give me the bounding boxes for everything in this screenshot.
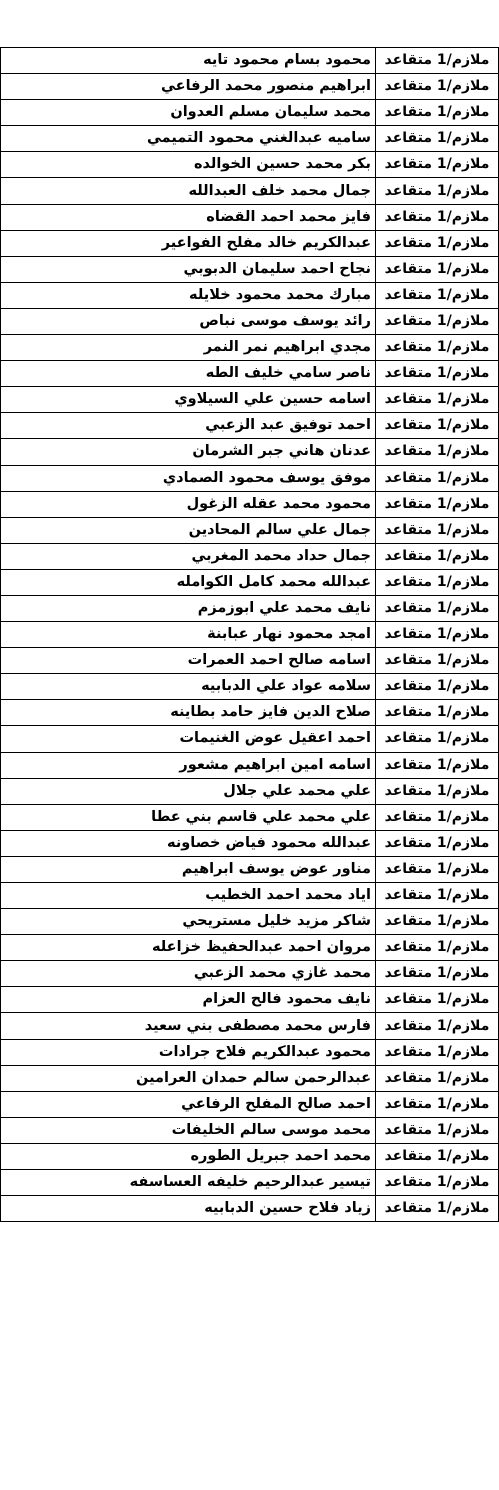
name-cell: عبدالرحمن سالم حمدان العرامين <box>1 1065 376 1091</box>
name-cell: مروان احمد عبدالحفيظ خزاعله <box>1 935 376 961</box>
name-cell: عبدالله محمود فياض خصاونه <box>1 830 376 856</box>
table-row <box>1 178 499 204</box>
name-cell: نايف محمود فالح العزام <box>1 987 376 1013</box>
table-row <box>1 883 499 909</box>
rank-cell: ملازم/1 متقاعد <box>376 439 499 465</box>
table-row <box>1 204 499 230</box>
table-row <box>1 48 499 74</box>
rank-cell: ملازم/1 متقاعد <box>376 413 499 439</box>
table-row <box>1 256 499 282</box>
table-row <box>1 152 499 178</box>
name-cell: صلاح الدين فايز حامد بطاينه <box>1 700 376 726</box>
rank-cell: ملازم/1 متقاعد <box>376 700 499 726</box>
rank-cell: ملازم/1 متقاعد <box>376 1091 499 1117</box>
rank-cell: ملازم/1 متقاعد <box>376 856 499 882</box>
name-cell: محمود عبدالكريم فلاح جرادات <box>1 1039 376 1065</box>
rank-cell: ملازم/1 متقاعد <box>376 491 499 517</box>
table-row <box>1 1091 499 1117</box>
table-row <box>1 935 499 961</box>
table-row <box>1 726 499 752</box>
table-row <box>1 648 499 674</box>
name-cell: محمود محمد عقله الزغول <box>1 491 376 517</box>
rank-cell: ملازم/1 متقاعد <box>376 909 499 935</box>
name-cell: تيسير عبدالرحيم خليفه العساسفه <box>1 1170 376 1196</box>
rank-cell: ملازم/1 متقاعد <box>376 830 499 856</box>
table-row <box>1 961 499 987</box>
name-cell: نجاح احمد سليمان الدبوبي <box>1 256 376 282</box>
table-row <box>1 752 499 778</box>
table-row <box>1 1143 499 1169</box>
name-cell: ساميه عبدالغني محمود التميمي <box>1 126 376 152</box>
rank-cell: ملازم/1 متقاعد <box>376 648 499 674</box>
table-row <box>1 439 499 465</box>
rank-cell: ملازم/1 متقاعد <box>376 726 499 752</box>
name-cell: محمد احمد جبريل الطوره <box>1 1143 376 1169</box>
table-row <box>1 909 499 935</box>
rank-cell: ملازم/1 متقاعد <box>376 152 499 178</box>
roster-sheet <box>0 47 499 1222</box>
name-cell: سلامه عواد علي الدبابيه <box>1 674 376 700</box>
name-cell: ابراهيم منصور محمد الرفاعي <box>1 74 376 100</box>
name-cell: مبارك محمد محمود خلايله <box>1 282 376 308</box>
table-row <box>1 622 499 648</box>
name-cell: عبدالله محمد كامل الكوامله <box>1 569 376 595</box>
name-cell: مناور عوض يوسف ابراهيم <box>1 856 376 882</box>
rank-cell: ملازم/1 متقاعد <box>376 778 499 804</box>
name-cell: ناصر سامي خليف الطه <box>1 361 376 387</box>
retirees-table-body <box>1 48 499 1222</box>
table-row <box>1 335 499 361</box>
rank-cell: ملازم/1 متقاعد <box>376 335 499 361</box>
name-cell: اسامه امين ابراهيم مشعور <box>1 752 376 778</box>
name-cell: بكر محمد حسين الخوالده <box>1 152 376 178</box>
rank-cell: ملازم/1 متقاعد <box>376 282 499 308</box>
name-cell: عبدالكريم خالد مفلح الفواعير <box>1 230 376 256</box>
rank-cell: ملازم/1 متقاعد <box>376 178 499 204</box>
table-row <box>1 674 499 700</box>
rank-cell: ملازم/1 متقاعد <box>376 74 499 100</box>
rank-cell: ملازم/1 متقاعد <box>376 465 499 491</box>
rank-cell: ملازم/1 متقاعد <box>376 256 499 282</box>
rank-cell: ملازم/1 متقاعد <box>376 804 499 830</box>
table-row <box>1 1039 499 1065</box>
table-row <box>1 1065 499 1091</box>
table-row <box>1 282 499 308</box>
name-cell: احمد توفيق عبد الزعبي <box>1 413 376 439</box>
rank-cell: ملازم/1 متقاعد <box>376 961 499 987</box>
retirees-table <box>0 47 499 1222</box>
table-row <box>1 856 499 882</box>
name-cell: امجد محمود نهار عبابنة <box>1 622 376 648</box>
name-cell: جمال حداد محمد المغربي <box>1 543 376 569</box>
rank-cell: ملازم/1 متقاعد <box>376 569 499 595</box>
name-cell: عدنان هاني جبر الشرمان <box>1 439 376 465</box>
name-cell: علي محمد علي جلال <box>1 778 376 804</box>
rank-cell: ملازم/1 متقاعد <box>376 752 499 778</box>
table-row <box>1 1013 499 1039</box>
name-cell: شاكر مزيد خليل مستريحي <box>1 909 376 935</box>
name-cell: جمال علي سالم المحادين <box>1 517 376 543</box>
rank-cell: ملازم/1 متقاعد <box>376 517 499 543</box>
name-cell: اياد محمد احمد الخطيب <box>1 883 376 909</box>
rank-cell: ملازم/1 متقاعد <box>376 1065 499 1091</box>
table-row <box>1 517 499 543</box>
name-cell: محمد موسى سالم الخليفات <box>1 1117 376 1143</box>
rank-cell: ملازم/1 متقاعد <box>376 622 499 648</box>
table-row <box>1 230 499 256</box>
rank-cell: ملازم/1 متقاعد <box>376 1013 499 1039</box>
table-row <box>1 100 499 126</box>
rank-cell: ملازم/1 متقاعد <box>376 100 499 126</box>
name-cell: نايف محمد علي ابوزمزم <box>1 595 376 621</box>
name-cell: احمد صالح المفلح الرفاعي <box>1 1091 376 1117</box>
name-cell: جمال محمد خلف العبدالله <box>1 178 376 204</box>
rank-cell: ملازم/1 متقاعد <box>376 230 499 256</box>
rank-cell: ملازم/1 متقاعد <box>376 1196 499 1222</box>
rank-cell: ملازم/1 متقاعد <box>376 204 499 230</box>
name-cell: محمد سليمان مسلم العدوان <box>1 100 376 126</box>
table-row <box>1 1196 499 1222</box>
rank-cell: ملازم/1 متقاعد <box>376 48 499 74</box>
rank-cell: ملازم/1 متقاعد <box>376 1039 499 1065</box>
name-cell: موفق يوسف محمود الصمادي <box>1 465 376 491</box>
table-row <box>1 387 499 413</box>
rank-cell: ملازم/1 متقاعد <box>376 883 499 909</box>
rank-cell: ملازم/1 متقاعد <box>376 1117 499 1143</box>
table-row <box>1 778 499 804</box>
table-row <box>1 74 499 100</box>
table-row <box>1 987 499 1013</box>
name-cell: محمد غازي محمد الزعبي <box>1 961 376 987</box>
rank-cell: ملازم/1 متقاعد <box>376 1143 499 1169</box>
rank-cell: ملازم/1 متقاعد <box>376 543 499 569</box>
rank-cell: ملازم/1 متقاعد <box>376 308 499 334</box>
table-row <box>1 595 499 621</box>
name-cell: زياد فلاح حسين الدبابيه <box>1 1196 376 1222</box>
name-cell: اسامه حسين علي السيلاوي <box>1 387 376 413</box>
rank-cell: ملازم/1 متقاعد <box>376 987 499 1013</box>
table-row <box>1 1170 499 1196</box>
name-cell: رائد يوسف موسى نباص <box>1 308 376 334</box>
table-row <box>1 804 499 830</box>
rank-cell: ملازم/1 متقاعد <box>376 361 499 387</box>
rank-cell: ملازم/1 متقاعد <box>376 595 499 621</box>
rank-cell: ملازم/1 متقاعد <box>376 387 499 413</box>
name-cell: محمود بسام محمود تايه <box>1 48 376 74</box>
table-row <box>1 700 499 726</box>
table-row <box>1 491 499 517</box>
table-row <box>1 830 499 856</box>
rank-cell: ملازم/1 متقاعد <box>376 1170 499 1196</box>
table-row <box>1 569 499 595</box>
table-row <box>1 126 499 152</box>
table-row <box>1 361 499 387</box>
table-row <box>1 413 499 439</box>
rank-cell: ملازم/1 متقاعد <box>376 126 499 152</box>
rank-cell: ملازم/1 متقاعد <box>376 935 499 961</box>
table-row <box>1 1117 499 1143</box>
name-cell: احمد اعقيل عوض الغنيمات <box>1 726 376 752</box>
name-cell: اسامه صالح احمد العمرات <box>1 648 376 674</box>
table-row <box>1 543 499 569</box>
name-cell: فارس محمد مصطفى بني سعيد <box>1 1013 376 1039</box>
table-row <box>1 308 499 334</box>
name-cell: علي محمد علي قاسم بني عطا <box>1 804 376 830</box>
rank-cell: ملازم/1 متقاعد <box>376 674 499 700</box>
name-cell: مجدي ابراهيم نمر النمر <box>1 335 376 361</box>
name-cell: فايز محمد احمد القضاه <box>1 204 376 230</box>
table-row <box>1 465 499 491</box>
